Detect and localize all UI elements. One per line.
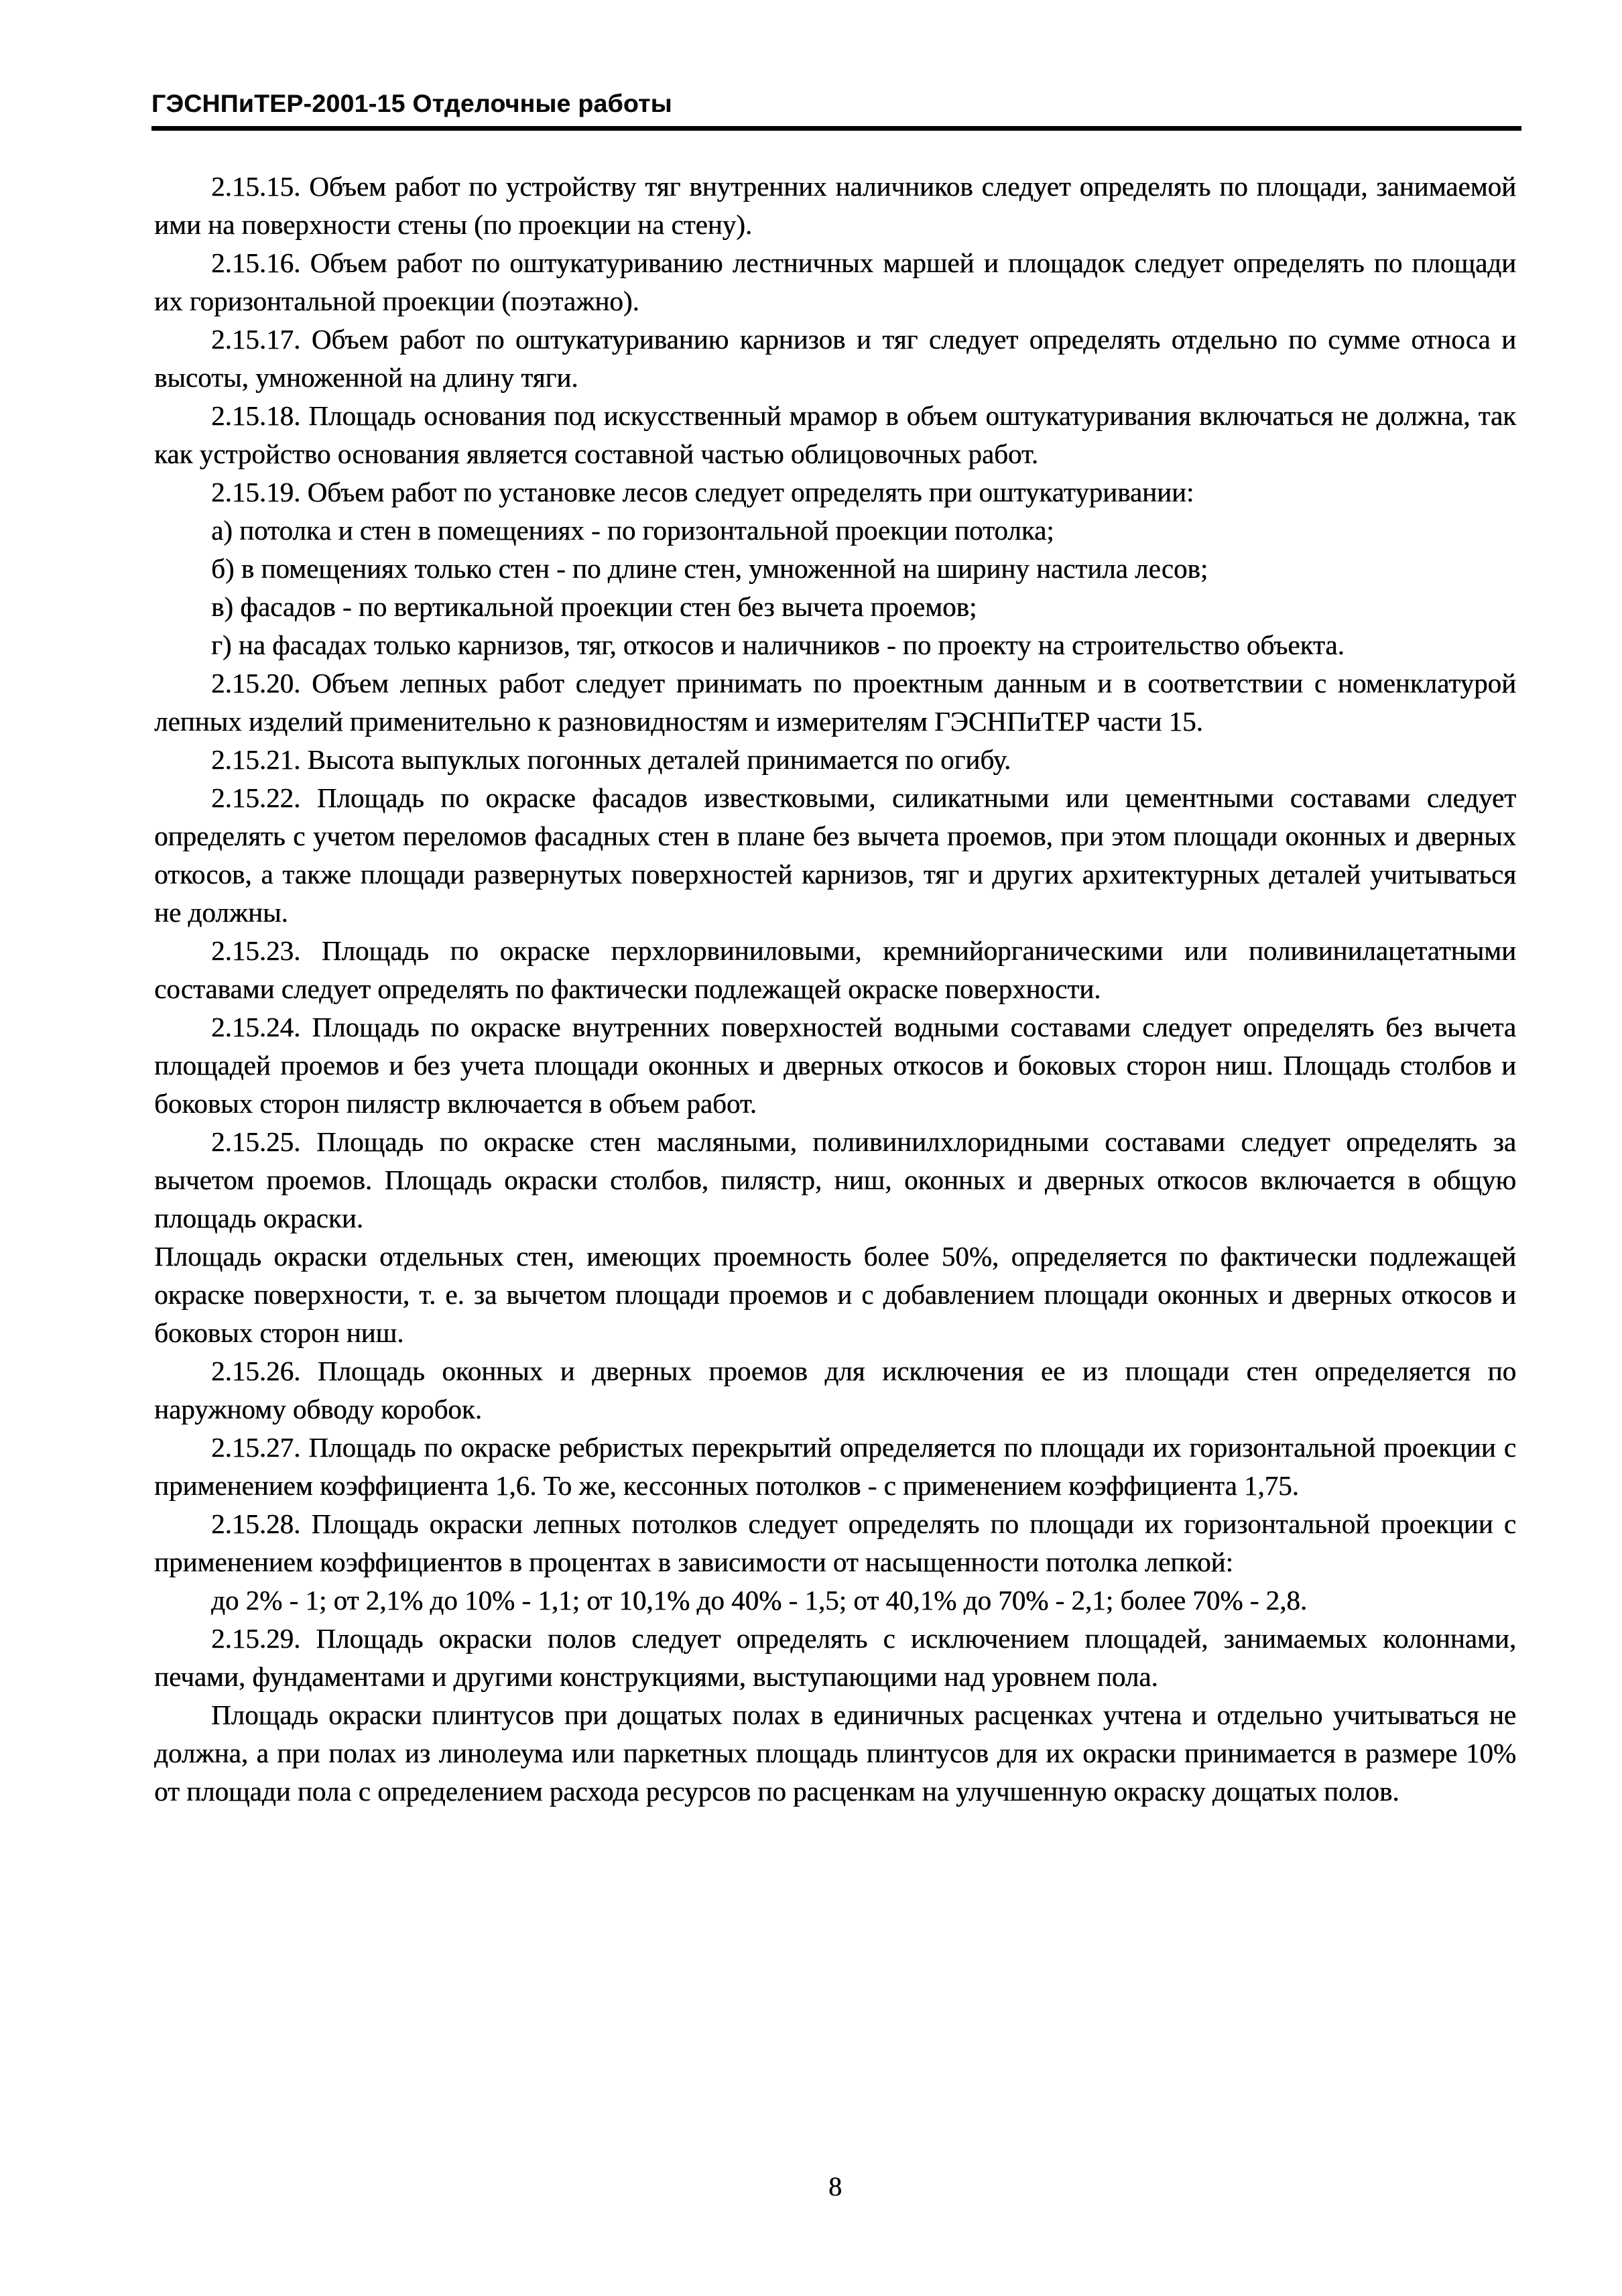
paragraph: 2.15.27. Площадь по окраске ребристых перекрытий определяется по площади их горизонтальной проекции с применением коэффициента 1,6. То же, кессонных потолков - с применением коэффициента 1,75.: [154, 1432, 1516, 1501]
paragraph: 2.15.28. Площадь окраски лепных потолков следует определять по площади их горизонтальной проекции с применением коэффициентов в процентах в зависимости от насыщенности потолка лепкой:: [154, 1508, 1516, 1577]
paragraph: 2.15.25. Площадь по окраске стен масляными, поливинилхлоридными составами следует определять за вычетом проемов. Площадь окраски столбов, пилястр, ниш, оконных и дверных откосов включается в общую площадь окраски.: [154, 1126, 1516, 1233]
document-title: ГЭСНПиТЕР-2001-15 Отделочные работы: [151, 90, 672, 117]
paragraph: 2.15.20. Объем лепных работ следует принимать по проектным данным и в соответствии с номенклатурой лепных изделий применительно к разновидностям и измерителям ГЭСНПиТЕР части 15.: [154, 668, 1516, 737]
page-footer: [154, 2171, 1516, 2202]
paragraph: в) фасадов - по вертикальной проекции стен без вычета проемов;: [211, 591, 977, 622]
paragraph: 2.15.22. Площадь по окраске фасадов известковыми, силикатными или цементными составами следует определять с учетом переломов фасадных стен в плане без вычета проемов, при этом площади оконных и дверных откосов, а также площади развернутых поверхностей карнизов, тяг и других архитектурных деталей учитываться не должны.: [154, 782, 1516, 928]
document-body: [154, 168, 1516, 1811]
paragraph: 2.15.23. Площадь по окраске перхлорвиниловыми, кремнийорганическими или поливинилацетатными составами следует определять по фактически подлежащей окраске поверхности.: [154, 935, 1516, 1004]
paragraph: 2.15.17. Объем работ по оштукатуриванию карнизов и тяг следует определять отдельно по сумме относа и высоты, умноженной на длину тяги.: [154, 324, 1516, 393]
page-number: 8: [828, 2171, 842, 2201]
paragraph: 2.15.19. Объем работ по установке лесов следует определять при оштукатуривании:: [211, 477, 1194, 507]
paragraph: 2.15.24. Площадь по окраске внутренних поверхностей водными составами следует определять без вычета площадей проемов и без учета площади оконных и дверных откосов и боковых сторон ниш. Площадь столбов и боковых сторон пилястр включается в объем работ.: [154, 1012, 1516, 1119]
paragraph: г) на фасадах только карнизов, тяг, откосов и наличников - по проекту на строительство объекта.: [211, 629, 1345, 660]
paragraph: 2.15.15. Объем работ по устройству тяг внутренних наличников следует определять по площади, занимаемой ими на поверхности стены (по проекции на стену).: [154, 171, 1516, 240]
paragraph: 2.15.18. Площадь основания под искусственный мрамор в объем оштукатуривания включаться не должна, так как устройство основания является составной частью облицовочных работ.: [154, 400, 1516, 469]
paragraph: 2.15.21. Высота выпуклых погонных деталей принимается по огибу.: [211, 744, 1011, 775]
page-header: [151, 90, 1521, 131]
paragraph: б) в помещениях только стен - по длине стен, умноженной на ширину настила лесов;: [211, 553, 1208, 584]
paragraph: до 2% - 1; от 2,1% до 10% - 1,1; от 10,1% до 40% - 1,5; от 40,1% до 70% - 2,1; более 70% - 2,8.: [211, 1585, 1308, 1616]
paragraph: а) потолка и стен в помещениях - по горизонтальной проекции потолка;: [211, 515, 1054, 546]
paragraph: 2.15.29. Площадь окраски полов следует определять с исключением площадей, занимаемых колоннами, печами, фундаментами и другими конструкциями, выступающими над уровнем пола.: [154, 1623, 1516, 1692]
paragraph: 2.15.26. Площадь оконных и дверных проемов для исключения ее из площади стен определяется по наружному обводу коробок.: [154, 1355, 1516, 1425]
paragraph: 2.15.16. Объем работ по оштукатуриванию лестничных маршей и площадок следует определять по площади их горизонтальной проекции (поэтажно).: [154, 247, 1516, 316]
paragraph: Площадь окраски отдельных стен, имеющих проемность более 50%, определяется по фактически подлежащей окраске поверхности, т. е. за вычетом площади проемов и с добавлением площади оконных и дверных откосов и боковых сторон ниш.: [154, 1241, 1516, 1348]
paragraph: Площадь окраски плинтусов при дощатых полах в единичных расценках учтена и отдельно учитываться не должна, а при полах из линолеума или паркетных площадь плинтусов для их окраски принимается в размере 10% от площади пола с определением расхода ресурсов по расценкам на улучшенную окраску дощатых полов.: [154, 1699, 1516, 1807]
